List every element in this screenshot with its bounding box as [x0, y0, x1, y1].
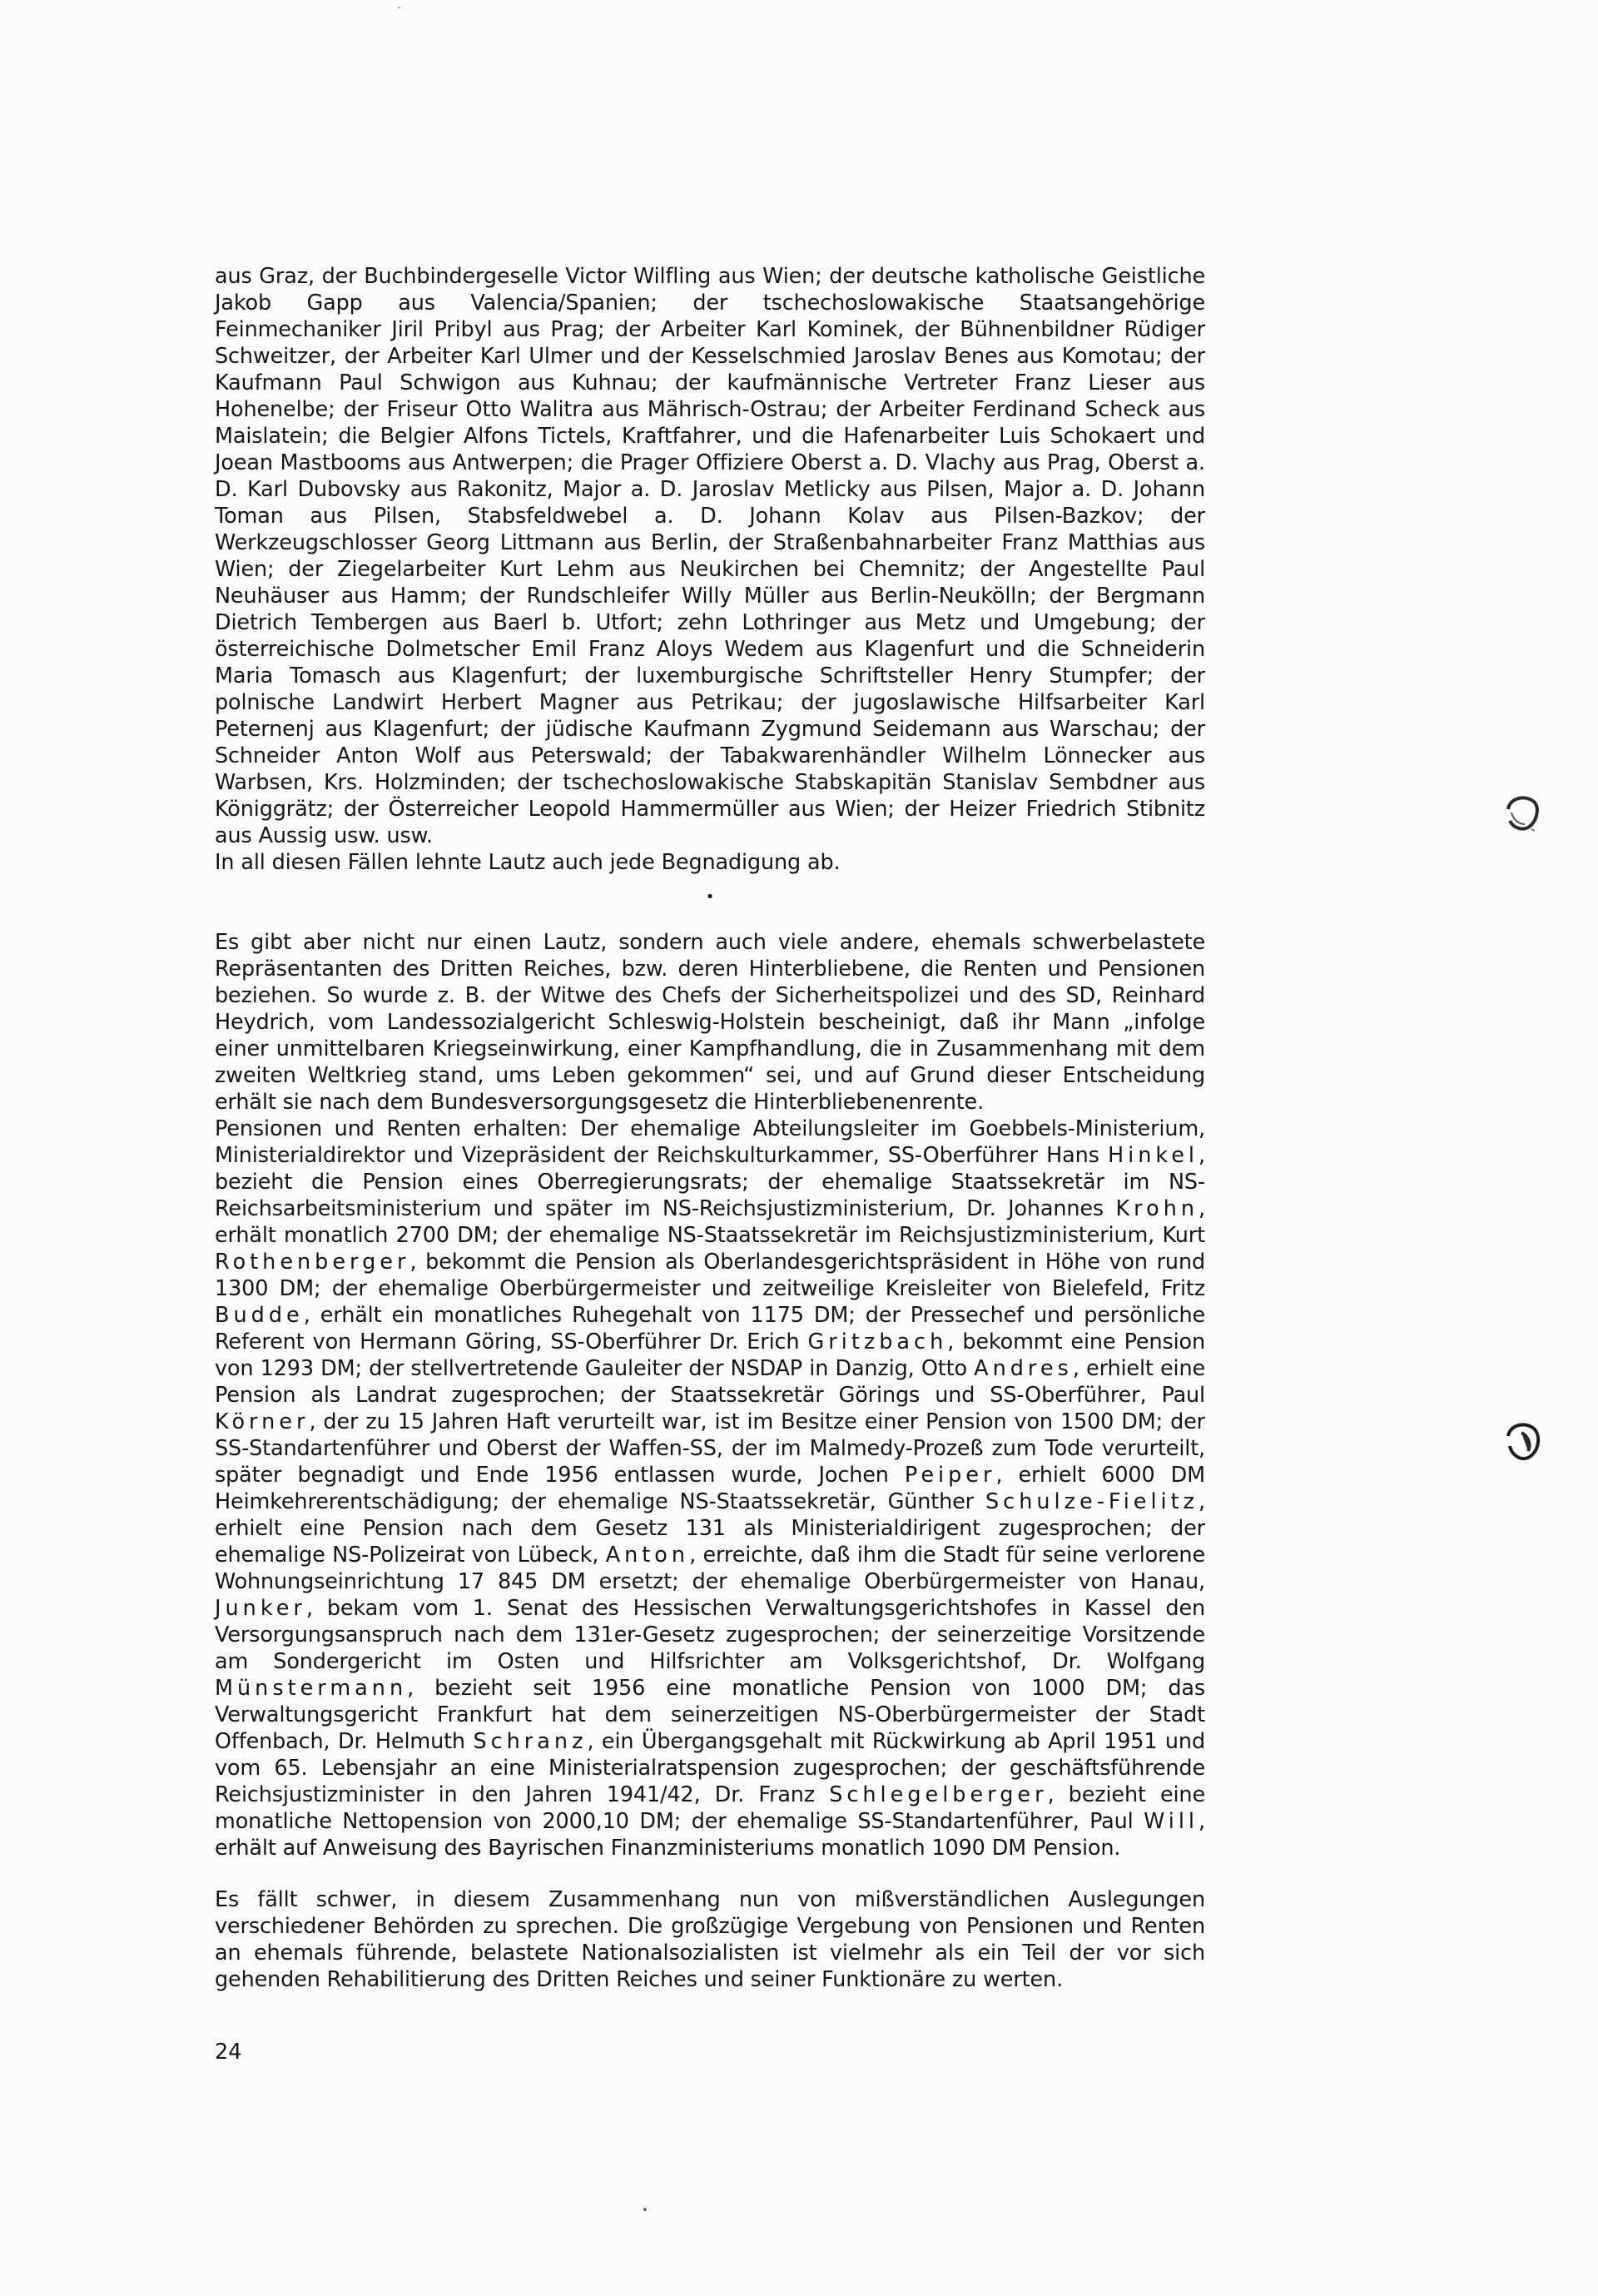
spaced-name: Andres — [974, 1356, 1073, 1381]
pensions-text: , bezieht seit 1956 eine monatliche Pension von 1000 DM; das Verwaltungsgericht Frankfurt hat dem seinerzeitigen NS-Oberbürgermeister der Stadt Offenbach, Dr. Helmuth — [215, 1676, 1205, 1754]
names-list-paragraph: aus Graz, der Buchbindergeselle Victor Wilfling aus Wien; der deutsche katholische Geistliche Jakob Gapp aus Valencia/Spanien; der tschechoslowakische Staatsangehörige Feinmechaniker Jiril Pribyl aus Prag; der Arbeiter Karl Kominek, der Bühnenbildner Rüdiger Schweitzer, der Arbeiter Karl Ulmer und der Kesselschmied Jaroslav Benes aus Komotau; der Kaufmann Paul Schwigon aus Kuhnau; der kaufmännische Vertreter Franz Lieser aus Hohenelbe; der Friseur Otto Walitra aus Mährisch-Ostrau; der Arbeiter Ferdinand Scheck aus Maislatein; die Belgier Alfons Tictels, Kraftfahrer, und die Hafenarbeiter Luis Schokaert und Joean Mastbooms aus Antwerpen; die Prager Offiziere Oberst a. D. Vlachy aus Prag, Oberst a. D. Karl Dubovsky aus Rakonitz, Major a. D. Jaroslav Metlicky aus Pilsen, Major a. D. Johann Toman aus Pilsen, Stabsfeldwebel a. D. Johann Kolav aus Pilsen-Bazkov; der Werkzeugschlosser Georg Littmann aus Berlin, der Straßenbahnarbeiter Franz Matthias aus Wien; der Ziegelarbeiter Kurt Lehm aus Neukirchen bei Chemnitz; der Angestellte Paul Neuhäuser aus Hamm; der Rundschleifer Willy Müller aus Berlin-Neukölln; der Bergmann Dietrich Tembergen aus Baerl b. Utfort; zehn Lothringer aus Metz und Umgebung; der österreichische Dolmetscher Emil Franz Aloys Wedem aus Klagenfurt und die Schneiderin Maria Tomasch aus Klagenfurt; der luxemburgische Schriftsteller Henry Stumpfer; der polnische Landwirt Herbert Magner aus Petrikau; der jugoslawische Hilfsarbeiter Karl Peternenj aus Klagenfurt; der jüdische Kaufmann Zygmund Seidemann aus Warschau; der Schneider Anton Wolf aus Peterswald; der Tabakwarenhändler Wilhelm Lönnecker aus Warbsen, Krs. Holzminden; der tschechoslowakische Stabskapitän Stanislav Sembdner aus Königgrätz; der Österreicher Leopold Hammermüller aus Wien; der Heizer Friedrich Stibnitz aus Aussig usw. usw. — [215, 264, 1205, 848]
page-text — [215, 263, 1205, 1993]
pensions-text: , erreichte, daß ihm die Stadt für seine verlorene Wohnungseinrichtung 17 845 DM ersetzt; der ehemalige Oberbürgermeister von Hanau, — [215, 1543, 1205, 1594]
spaced-name: Krohn — [1115, 1196, 1199, 1221]
spaced-name: Schranz — [473, 1729, 588, 1754]
spaced-name: Gritzbach — [807, 1329, 948, 1354]
pensions-text: , erhält monatlich 2700 DM; der ehemalige NS-Staatssekretär im Reichsjustizministerium, Kurt — [215, 1196, 1205, 1248]
speck — [643, 2208, 647, 2211]
pensions-text: , bekommt die Pension als Oberlandesgerichtspräsident in Höhe von rund 1300 DM; der ehemalige Oberbürgermeister und zeitweilige Kreisleiter von Bielefeld, Fritz — [215, 1250, 1205, 1301]
punch-hole-icon — [1503, 1419, 1541, 1463]
spaced-name: Peiper — [904, 1463, 996, 1488]
names-list-conclusion: In all diesen Fällen lehnte Lautz auch jede Begnadigung ab. — [215, 850, 841, 875]
pensions-text: , bezieht eine monatliche Nettopension von 2000,10 DM; der ehemalige SS-Standartenführer, Paul — [215, 1782, 1205, 1834]
paragraph-conclusion: Es fällt schwer, in diesem Zusammenhang nun von mißverständlichen Auslegungen verschiedener Behörden zu sprechen. Die großzügige Vergebung von Pensionen und Renten an ehemals führende, belastete Nationalsozialisten ist vielmehr als ein Teil der vor sich gehenden Rehabilitierung des Dritten Reiches und seiner Funktionäre zu werten. — [215, 1887, 1205, 1992]
paragraph-heydrich: Es gibt aber nicht nur einen Lautz, sondern auch viele andere, ehemals schwerbelastete Repräsentanten des Dritten Reiches, bzw. deren Hinterbliebene, die Renten und Pensionen beziehen. So wurde z. B. der Witwe des Chefs der Sicherheitspolizei und des SD, Reinhard Heydrich, vom Landessozialgericht Schleswig-Holstein bescheinigt, daß ihr Mann „infolge einer unmittelbaren Kriegseinwirkung, einer Kampfhandlung, die in Zusammenhang mit dem zweiten Weltkrieg stand, ums Leben gekommen“ sei, und auf Grund dieser Entscheidung erhält sie nach dem Bundesversorgungsgesetz die Hinterbliebenenrente. — [215, 930, 1205, 1115]
spaced-name: Körner — [215, 1409, 310, 1434]
spaced-name: Münstermann — [215, 1676, 408, 1701]
pensions-text: , erhält auf Anweisung des Bayrischen Finanzministeriums monatlich 1090 DM Pension. — [215, 1809, 1205, 1861]
page-number: 24 — [215, 2040, 242, 2065]
spaced-name: Rothenberger — [215, 1250, 410, 1275]
pensions-text: , ein Übergangsgehalt mit Rückwirkung ab April 1951 und vom 65. Lebensjahr an eine Ministerialratspension zugesprochen; der geschäftsführende Reichsjustizminister in den Jahren 1941/42, Dr. Franz — [215, 1729, 1205, 1807]
pensions-text: , bekam vom 1. Senat des Hessischen Verwaltungsgerichtshofes in Kassel den Versorgungsanspruch nach dem 131er-Gesetz zugesprochen; der seinerzeitige Vorsitzende am Sondergericht im Osten und Hilfsrichter am Volksgerichtshof, Dr. Wolfgang — [215, 1596, 1205, 1674]
pensions-text: Pensionen und Renten erhalten: Der ehemalige Abteilungsleiter im Goebbels-Ministerium, Ministerialdirektor und Vizepräsident der Reichskulturkammer, SS-Oberführer Hans — [215, 1116, 1205, 1168]
pensions-text: , erhielt eine Pension nach dem Gesetz 131 als Ministerialdirigent zugesprochen; der ehemalige NS-Polizeirat von Lübeck, — [215, 1489, 1205, 1568]
spaced-name: Schlegelberger — [829, 1782, 1048, 1807]
paragraph-pensions — [215, 1116, 1205, 1861]
pensions-text: , erhält ein monatliches Ruhegehalt von 1175 DM; der Pressechef und persönliche Referent von Hermann Göring, SS-Oberführer Dr. Erich — [215, 1303, 1205, 1354]
spaced-name: Will — [1144, 1809, 1199, 1834]
spaced-name: Budde — [215, 1303, 304, 1328]
speck — [398, 7, 400, 8]
section-separator: • — [705, 888, 715, 906]
spaced-name: Schulze-Fielitz — [985, 1489, 1199, 1514]
pensions-text: , erhielt eine Pension als Landrat zugesprochen; der Staatssekretär Görings und SS-Oberführer, Paul — [215, 1356, 1205, 1408]
spaced-name: Junker — [215, 1596, 306, 1621]
punch-hole-icon — [1503, 791, 1541, 834]
pensions-text: , der zu 15 Jahren Haft verurteilt war, ist im Besitze einer Pension von 1500 DM; der SS-Standartenführer und Oberst der Waffen-SS, der im Malmedy-Prozeß zum Tode verurteilt, später begnadigt und Ende 1956 entlassen wurde, Jochen — [215, 1409, 1205, 1488]
spaced-name: Hinkel — [1107, 1143, 1199, 1168]
spaced-name: Anton — [605, 1543, 690, 1568]
pensions-text: , bekommt eine Pension von 1293 DM; der stellvertretende Gauleiter der NSDAP in Danzig, Otto — [215, 1329, 1205, 1381]
pensions-text: , bezieht die Pension eines Oberregierungsrats; der ehemalige Staatssekretär im NS-Reichsarbeitsministerium und später im NS-Reichsjustizministerium, Dr. Johannes — [215, 1143, 1205, 1221]
pensions-text: , erhielt 6000 DM Heimkehrerentschädigung; der ehemalige NS-Staatssekretär, Günther — [215, 1463, 1205, 1514]
